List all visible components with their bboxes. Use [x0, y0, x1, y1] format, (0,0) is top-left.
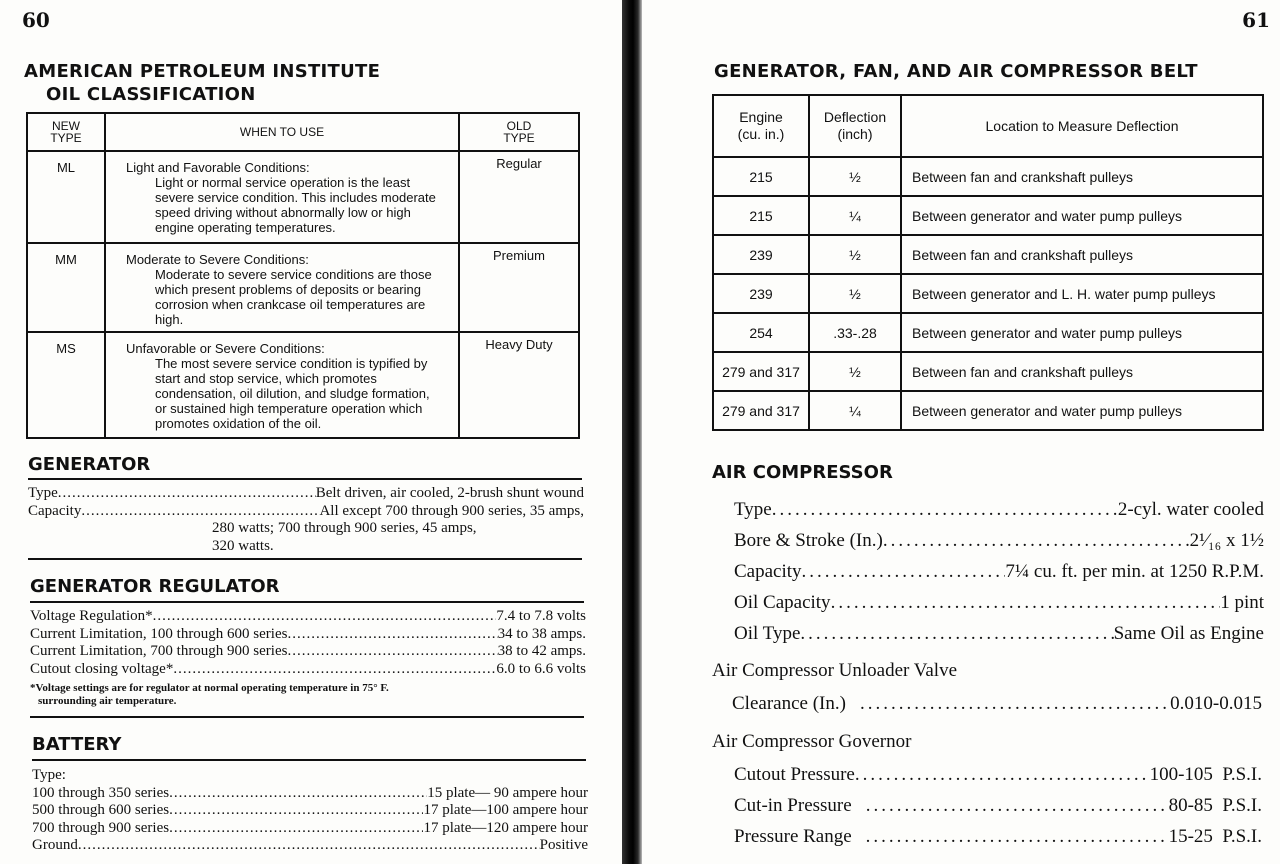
list-item: Cutout Pressure ..... 100-105 P.S.I. — [734, 759, 1262, 790]
list-item: Oil Type ..... Same Oil as Engine — [734, 618, 1264, 649]
regulator-bottom-rule — [30, 716, 584, 718]
regulator-rule — [30, 601, 584, 603]
list-item: Cutout closing voltage* ..... 6.0 to 6.6 volts — [30, 661, 586, 679]
list-item: 700 through 900 series ..... 17 plate—120 ampere hour — [32, 820, 588, 838]
api-when-cell: Light and Favorable Conditions: Light or normal service operation is the least severe service condition. This includes moderate speed driving without abnormally low or high engine operating temperatures. — [105, 151, 459, 243]
list-item: Cut-in Pressure ..... 80-85 P.S.I. — [734, 790, 1262, 821]
governor-specs — [734, 759, 1262, 852]
generator-specs — [28, 485, 584, 555]
regulator-heading: GENERATOR REGULATOR — [30, 576, 280, 597]
generator-rule — [28, 478, 582, 480]
table-row: 254 .33-.28 Between generator and water pump pulleys — [713, 313, 1263, 352]
list-item: Oil Capacity ..... 1 pint — [734, 587, 1264, 618]
air-compressor-heading: AIR COMPRESSOR — [712, 462, 893, 483]
api-title — [24, 60, 380, 106]
api-type-cell: MM — [27, 243, 105, 332]
api-type-cell: MS — [27, 332, 105, 438]
generator-bottom-rule — [28, 558, 582, 560]
header-when-to-use: WHEN TO USE — [105, 113, 459, 151]
list-item: 100 through 350 series ..... 15 plate— 90 ampere hour — [32, 785, 588, 803]
api-old-cell: Regular — [459, 151, 579, 243]
api-when-cell: Moderate to Severe Conditions: Moderate to severe service conditions are those which present problems of deposits or bearing corrosion when crankcase oil temperatures are high. — [105, 243, 459, 332]
battery-heading: BATTERY — [32, 734, 122, 755]
api-type-cell: ML — [27, 151, 105, 243]
capacity-continued: 320 watts. — [212, 537, 274, 554]
api-table-header — [27, 113, 579, 151]
generator-heading: GENERATOR — [28, 454, 151, 475]
regulator-footnote: *Voltage settings are for regulator at normal operating temperature in 75° F. surrounding air temperature. — [30, 682, 389, 707]
header-new-type: NEW TYPE — [27, 113, 105, 151]
api-title-line1: AMERICAN PETROLEUM INSTITUTE — [24, 61, 381, 82]
left-page — [0, 0, 622, 864]
api-oil-table — [26, 112, 580, 439]
api-old-cell: Premium — [459, 243, 579, 332]
table-row: 215 ¼ Between generator and water pump pulleys — [713, 196, 1263, 235]
table-row — [27, 151, 579, 243]
unloader-valve-heading: Air Compressor Unloader Valve — [712, 660, 958, 681]
capacity-continued: 280 watts; 700 through 900 series, 45 amps, — [212, 520, 477, 536]
api-old-cell: Heavy Duty — [459, 332, 579, 438]
table-row: 239 ½ Between generator and L. H. water pump pulleys — [713, 274, 1263, 313]
belt-title: GENERATOR, FAN, AND AIR COMPRESSOR BELT — [714, 61, 1198, 82]
book-gutter — [622, 0, 642, 864]
list-item: Capacity ..... All except 700 through 900 series, 35 amps, — [28, 503, 584, 521]
list-item: Voltage Regulation* ..... 7.4 to 7.8 volts — [30, 608, 586, 626]
list-item: Type ..... Belt driven, air cooled, 2-brush shunt wound — [28, 485, 584, 503]
list-item: Type ..... 2-cyl. water cooled — [734, 494, 1264, 525]
list-item: Current Limitation, 100 through 600 series ..... 34 to 38 amps. — [30, 626, 586, 644]
list-item: Capacity ..... 7¼ cu. ft. per min. at 1250 R.P.M. — [734, 556, 1264, 587]
battery-specs — [32, 767, 588, 855]
belt-deflection-table — [712, 94, 1264, 431]
list-item: Pressure Range ..... 15-25 P.S.I. — [734, 821, 1262, 852]
header-engine: Engine (cu. in.) — [713, 95, 809, 157]
list-item: Ground ..... Positive — [32, 837, 588, 855]
battery-rule — [32, 759, 586, 761]
table-row — [27, 243, 579, 332]
list-item: Bore & Stroke (In.) ..... 2¹⁄₁₆ x 1½ — [734, 525, 1264, 556]
header-old-type: OLD TYPE — [459, 113, 579, 151]
api-title-line2: OIL CLASSIFICATION — [46, 84, 256, 105]
battery-type-label: Type: — [32, 767, 66, 783]
list-item: Clearance (In.) ..... 0.010-0.015 — [732, 688, 1262, 719]
page-number-left: 60 — [22, 8, 50, 32]
unloader-valve-specs — [732, 688, 1262, 719]
belt-table-header — [713, 95, 1263, 157]
api-when-cell: Unfavorable or Severe Conditions: The most severe service condition is typified by start and stop service, which promotes condensation, oil dilution, and sludge formation, or sustained high temperature operation which promotes oxidation of the oil. — [105, 332, 459, 438]
table-row — [27, 332, 579, 438]
page-number-right: 61 — [1242, 8, 1270, 32]
table-row: 239 ½ Between fan and crankshaft pulleys — [713, 235, 1263, 274]
air-compressor-specs — [734, 494, 1264, 649]
table-row: 279 and 317 ¼ Between generator and water pump pulleys — [713, 391, 1263, 430]
header-deflection: Deflection (inch) — [809, 95, 901, 157]
regulator-specs — [30, 608, 586, 678]
list-item: 500 through 600 series ..... 17 plate—100 ampere hour — [32, 802, 588, 820]
table-row: 279 and 317 ½ Between fan and crankshaft pulleys — [713, 352, 1263, 391]
governor-heading: Air Compressor Governor — [712, 731, 912, 752]
list-item: Current Limitation, 700 through 900 series ..... 38 to 42 amps. — [30, 643, 586, 661]
header-location: Location to Measure Deflection — [901, 95, 1263, 157]
table-row: 215 ½ Between fan and crankshaft pulleys — [713, 157, 1263, 196]
